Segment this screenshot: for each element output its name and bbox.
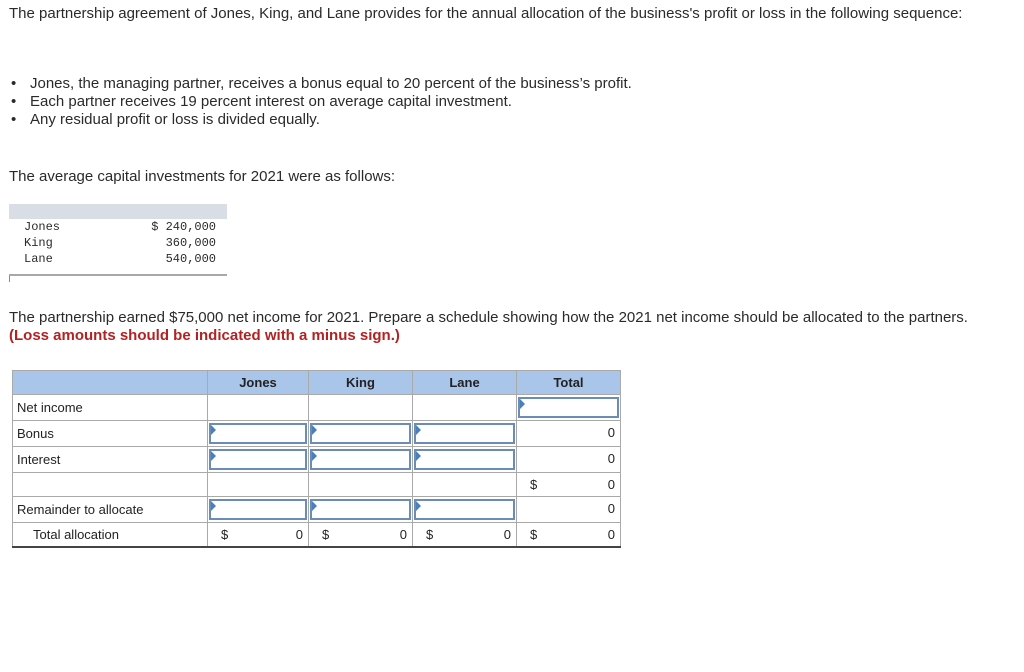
list-item: • Any residual profit or loss is divided equally. <box>9 111 632 129</box>
currency-symbol: $ <box>322 527 330 542</box>
list-item: • Each partner receives 19 percent interest on average capital investment. <box>9 93 632 111</box>
partner-name: King <box>24 236 53 250</box>
row-label-header <box>13 371 208 395</box>
net-income-total-input[interactable] <box>518 397 619 418</box>
input-marker-icon <box>312 501 317 511</box>
bonus-total-value: 0 <box>607 425 615 440</box>
row-label-subtotal <box>13 473 208 497</box>
input-marker-icon <box>416 451 421 461</box>
capital-amount: 540,000 <box>151 252 216 266</box>
row-label-bonus: Bonus <box>13 421 208 447</box>
interest-total-value: 0 <box>607 451 615 466</box>
currency-symbol: $ <box>530 477 538 492</box>
table-divider <box>9 276 10 282</box>
remainder-total-value: 0 <box>607 501 615 516</box>
table-row <box>13 473 621 497</box>
input-marker-icon <box>312 451 317 461</box>
input-marker-icon <box>416 425 421 435</box>
table-row <box>13 497 621 523</box>
capital-heading: The average capital investments for 2021 were as follows: <box>9 168 396 185</box>
subtotal-total-value: 0 <box>607 477 615 492</box>
total-allocation-total-value: 0 <box>607 527 615 542</box>
total-allocation-king-value: 0 <box>399 527 407 542</box>
table-row <box>13 447 621 473</box>
remainder-lane-input[interactable] <box>414 499 515 520</box>
capital-amount: $ 240,000 <box>151 220 216 234</box>
bonus-jones-input[interactable] <box>209 423 307 444</box>
total-allocation-jones-value: 0 <box>295 527 303 542</box>
list-item: • Jones, the managing partner, receives a bonus equal to 20 percent of the business’s profit. <box>9 75 632 93</box>
partner-name: Lane <box>24 252 53 266</box>
capital-amount: 360,000 <box>151 236 216 250</box>
interest-jones-input[interactable] <box>209 449 307 470</box>
row-label-interest: Interest <box>13 447 208 473</box>
bonus-lane-input[interactable] <box>414 423 515 444</box>
column-header-king: King <box>309 371 413 395</box>
total-allocation-lane-value: 0 <box>503 527 511 542</box>
problem-intro: The partnership agreement of Jones, King, and Lane provides for the annual allocation of the business's profit or loss in the following sequence: <box>9 5 963 22</box>
partner-name: Jones <box>24 220 61 234</box>
column-header-lane: Lane <box>413 371 517 395</box>
input-marker-icon <box>416 501 421 511</box>
net-income-total-cell <box>517 395 621 421</box>
interest-king-input[interactable] <box>310 449 411 470</box>
column-header-total: Total <box>517 371 621 395</box>
table-row <box>13 395 621 421</box>
capital-investments-table <box>9 204 227 276</box>
remainder-jones-input[interactable] <box>209 499 307 520</box>
row-label-total-allocation: Total allocation <box>13 523 208 548</box>
allocation-rules-list <box>9 75 632 129</box>
allocation-schedule-table <box>12 370 621 548</box>
table-row <box>13 421 621 447</box>
table-row <box>9 219 227 235</box>
currency-symbol: $ <box>221 527 229 542</box>
table-row <box>9 251 227 267</box>
currency-symbol: $ <box>530 527 538 542</box>
remainder-king-input[interactable] <box>310 499 411 520</box>
table-row <box>9 235 227 251</box>
row-label-net-income: Net income <box>13 395 208 421</box>
row-label-remainder: Remainder to allocate <box>13 497 208 523</box>
input-marker-icon <box>312 425 317 435</box>
instructions-text: The partnership earned $75,000 net income for 2021. Prepare a schedule showing how the 2021 net income should be allocated to the partners. <box>9 309 968 326</box>
currency-symbol: $ <box>426 527 434 542</box>
column-header-jones: Jones <box>208 371 309 395</box>
instructions-emphasis: (Loss amounts should be indicated with a minus sign.) <box>9 327 400 344</box>
interest-lane-input[interactable] <box>414 449 515 470</box>
table-header-row <box>13 371 621 395</box>
instructions <box>9 309 989 345</box>
input-marker-icon <box>211 501 216 511</box>
input-marker-icon <box>211 451 216 461</box>
bonus-king-input[interactable] <box>310 423 411 444</box>
input-marker-icon <box>211 425 216 435</box>
table-row <box>13 523 621 548</box>
input-marker-icon <box>520 399 525 409</box>
